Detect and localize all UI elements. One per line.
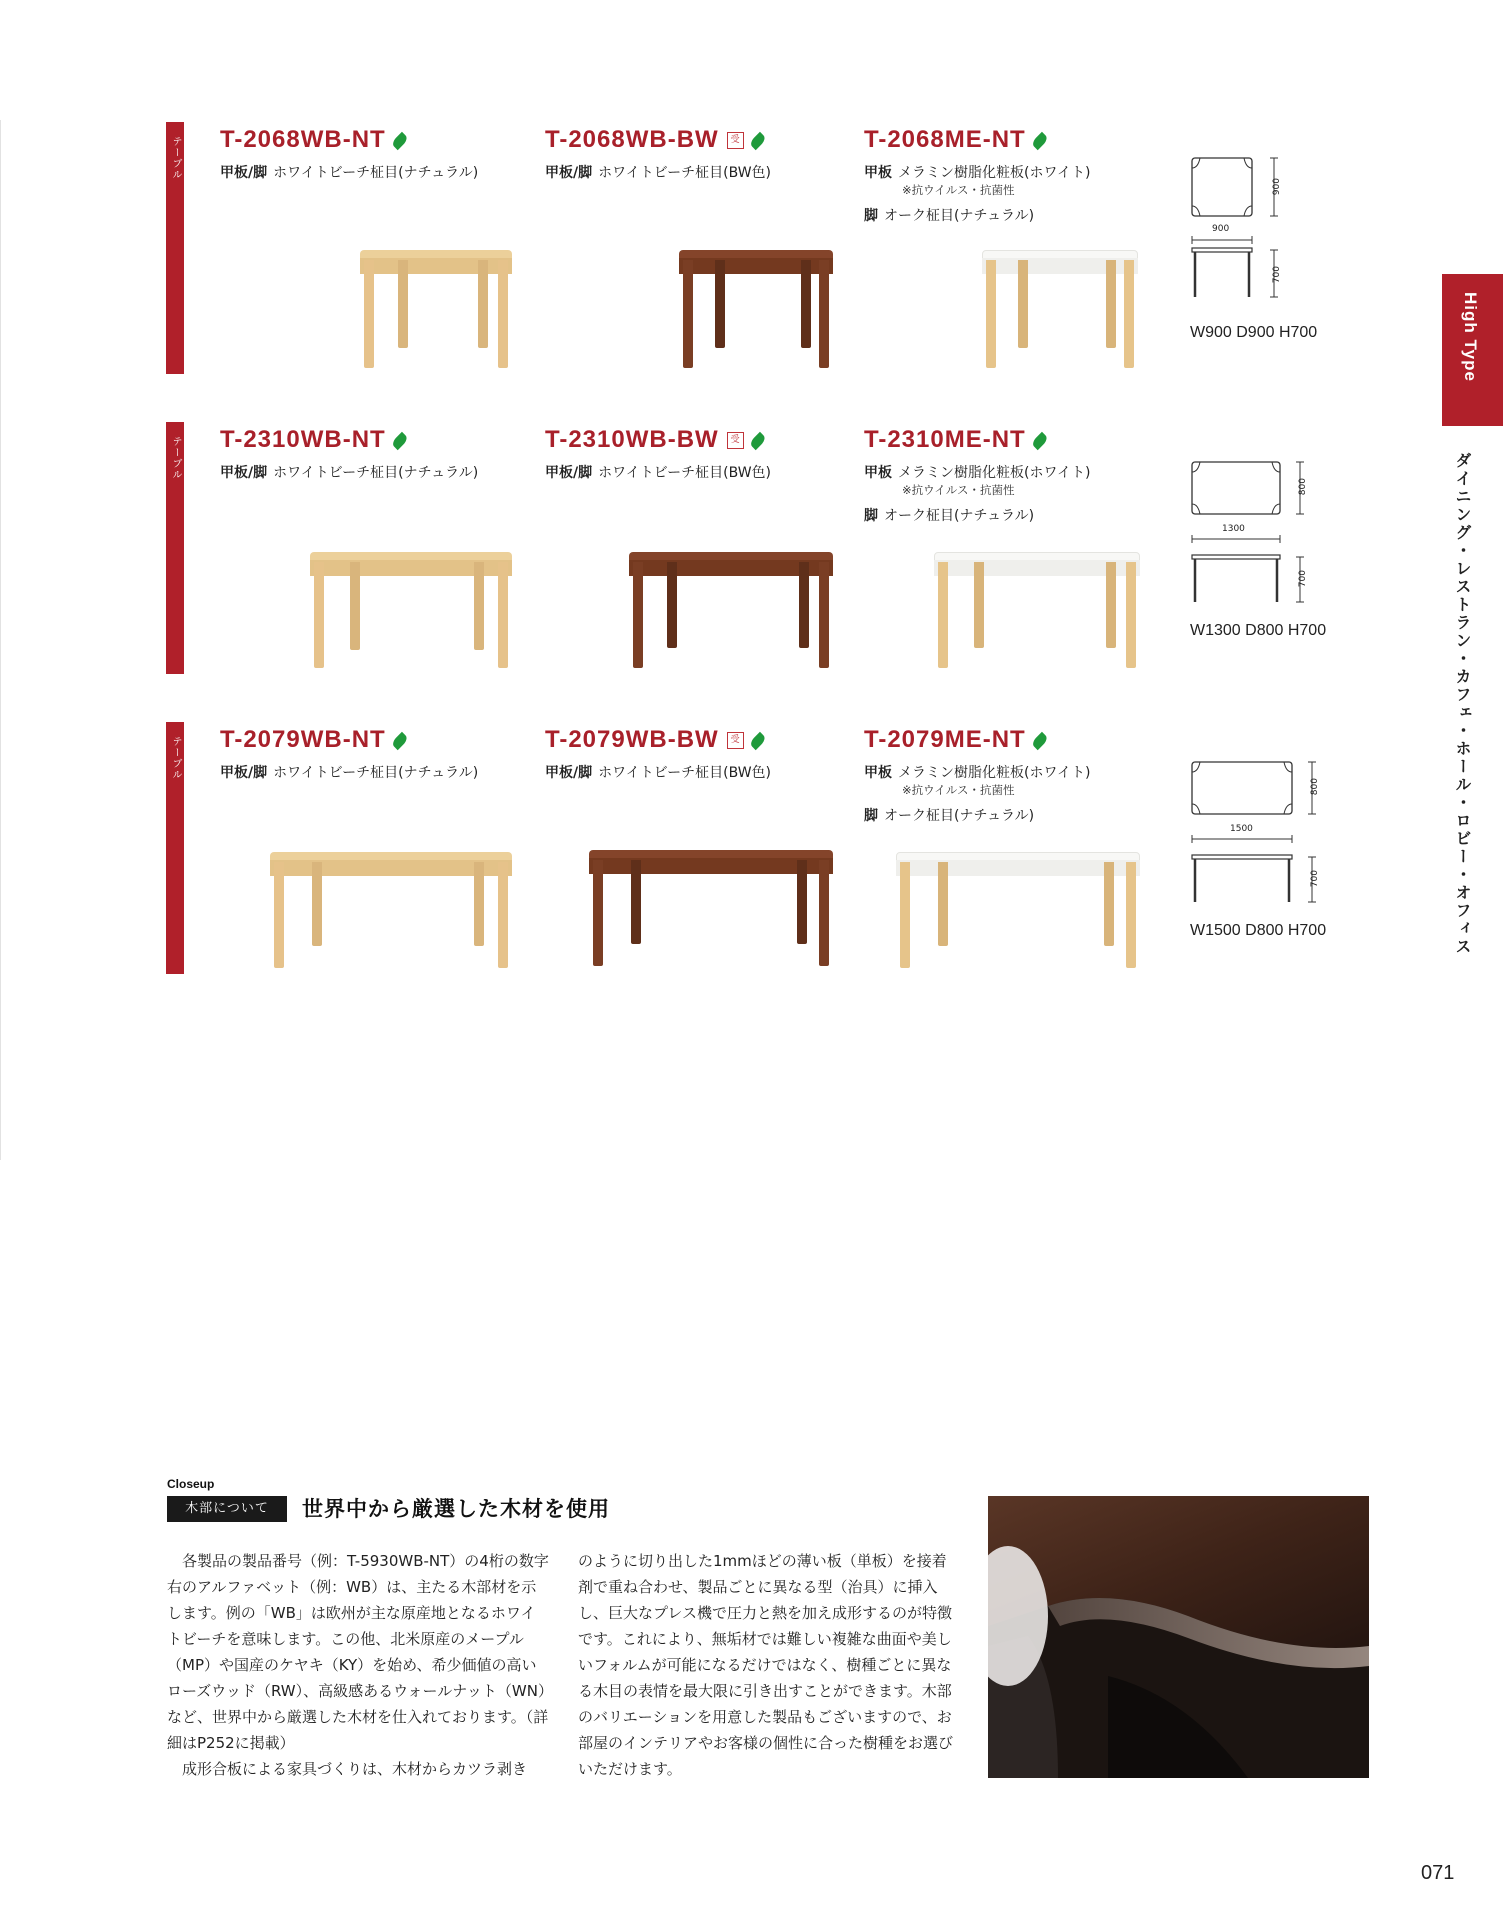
- spec-note: ※抗ウイルス・抗菌性: [902, 783, 1015, 797]
- section-bar: [166, 122, 184, 374]
- table-photo: [934, 552, 1140, 668]
- product-card: [864, 122, 1184, 374]
- size-spec: W900 D900 H700: [1190, 324, 1318, 341]
- paragraph: 成形合板による家具づくりは、木材からカツラ剥き: [167, 1760, 528, 1778]
- size-spec: W1500 D800 H700: [1190, 922, 1327, 939]
- eco-leaf-icon: [748, 431, 766, 449]
- closeup-title: 世界中から厳選した木材を使用: [302, 1497, 610, 1521]
- spec-line: 甲板 メラミン樹脂化粧板(ホワイト): [864, 165, 1091, 181]
- closeup-body-col-2: [578, 1548, 960, 1782]
- section-bar: [166, 722, 184, 974]
- table-photo: [679, 250, 833, 368]
- eco-leaf-icon: [1030, 131, 1048, 149]
- height-label: 700: [1298, 570, 1308, 588]
- product-code: T-2310ME-NT: [864, 426, 1042, 454]
- eco-leaf-icon: [1030, 431, 1048, 449]
- spec-line: 甲板/脚 ホワイトビーチ柾目(BW色): [545, 465, 772, 481]
- spec-line: 甲板/脚 ホワイトビーチ柾目(ナチュラル): [220, 165, 479, 181]
- spec-line: 甲板 メラミン樹脂化粧板(ホワイト): [864, 465, 1091, 481]
- made-to-order-mark: 受: [727, 732, 744, 749]
- product-card: [545, 722, 865, 974]
- product-row-2: [166, 422, 1366, 682]
- product-card: [220, 122, 540, 374]
- width-label: 900: [1212, 224, 1230, 234]
- eco-leaf-icon: [748, 731, 766, 749]
- closeup-body-col-1: [167, 1548, 549, 1782]
- closeup-badge: 木部について: [167, 1496, 287, 1522]
- made-to-order-mark: 受: [727, 432, 744, 449]
- closeup-label: Closeup: [167, 1477, 215, 1491]
- height-label: 700: [1272, 266, 1282, 284]
- table-photo: [629, 552, 833, 668]
- table-photo: [270, 852, 512, 968]
- product-card: [864, 422, 1184, 674]
- section-label: テーブル: [170, 436, 181, 480]
- product-row-1: [166, 122, 1366, 382]
- spec-note: ※抗ウイルス・抗菌性: [902, 183, 1015, 197]
- paragraph: のように切り出した1mmほどの薄い板（単板）を接着剤で重ね合わせ、製品ごとに異なる型（治具）に挿入し、巨大なプレス機で圧力と熱を加え成形するのが特徴です。これにより、無垢材では難しい複雑な曲面や美しいフォルムが可能になるだけではなく、樹種ごとに異なる木目の表情を最大限に引き出すことができます。木部のバリエーションを用意した製品もございますので、お部屋のインテリアやお客様の個性に合った樹種をお選びいただけます。: [578, 1552, 954, 1778]
- eco-leaf-icon: [390, 431, 408, 449]
- size-spec: W1300 D800 H700: [1190, 622, 1327, 639]
- product-card: [220, 722, 540, 974]
- page-number: 071: [1421, 1862, 1455, 1884]
- depth-label: 800: [1310, 778, 1320, 796]
- product-code: T-2079WB-BW 受: [545, 726, 760, 754]
- eco-leaf-icon: [390, 731, 408, 749]
- made-to-order-mark: 受: [727, 132, 744, 149]
- product-code: T-2068WB-NT: [220, 126, 402, 154]
- section-label: テーブル: [170, 736, 181, 780]
- dimension-drawing: [1190, 460, 1370, 680]
- section-bar: [166, 422, 184, 674]
- table-photo: [310, 552, 512, 668]
- product-code: T-2310WB-NT: [220, 426, 402, 454]
- page-edge-rule: [0, 120, 1, 1160]
- product-card: [864, 722, 1184, 974]
- spec-line: 甲板 メラミン樹脂化粧板(ホワイト): [864, 765, 1091, 781]
- plan-elevation-drawing: [1190, 156, 1310, 306]
- width-label: 1500: [1230, 824, 1253, 834]
- product-card: [545, 422, 865, 674]
- depth-label: 800: [1298, 478, 1308, 496]
- eco-leaf-icon: [748, 131, 766, 149]
- spec-line: 脚 オーク柾目(ナチュラル): [864, 508, 1035, 524]
- spec-note: ※抗ウイルス・抗菌性: [902, 483, 1015, 497]
- dimension-drawing: [1190, 760, 1370, 980]
- table-photo: [982, 250, 1138, 368]
- dimension-drawing: [1190, 156, 1370, 376]
- paragraph: 各製品の製品番号（例：T-5930WB-NT）の4桁の数字右のアルファベット（例：WB）は、主たる木部材を示します。例の「WB」は欧州が主な原産地となるホワイトビーチを意味します。この他、北米原産のメープル（MP）や国産のケヤキ（KY）を始め、希少価値の高いローズウッド（RW）、高級感あるウォールナット（WN）など、世界中から厳選した木材を仕入れております。（詳細はP252に掲載）: [167, 1552, 549, 1752]
- product-code: T-2068WB-BW 受: [545, 126, 760, 154]
- product-code: T-2079WB-NT: [220, 726, 402, 754]
- wood-closeup-image: [988, 1496, 1369, 1778]
- table-photo: [896, 852, 1140, 968]
- wood-closeup-photo: [988, 1496, 1369, 1778]
- product-code: T-2310WB-BW 受: [545, 426, 760, 454]
- spec-line: 脚 オーク柾目(ナチュラル): [864, 208, 1035, 224]
- spec-line: 甲板/脚 ホワイトビーチ柾目(BW色): [545, 765, 772, 781]
- spec-line: 甲板/脚 ホワイトビーチ柾目(BW色): [545, 165, 772, 181]
- section-label: テーブル: [170, 136, 181, 180]
- product-code: T-2068ME-NT: [864, 126, 1042, 154]
- category-index-text: ダイニング・レストラン・カフェ・ホール・ロビー・オフィス: [1453, 452, 1472, 956]
- table-photo: [360, 250, 512, 368]
- table-photo: [589, 850, 833, 966]
- product-row-3: [166, 722, 1366, 982]
- product-code: T-2079ME-NT: [864, 726, 1042, 754]
- depth-label: 900: [1272, 178, 1282, 196]
- eco-leaf-icon: [390, 131, 408, 149]
- eco-leaf-icon: [1030, 731, 1048, 749]
- height-label: 700: [1310, 870, 1320, 888]
- product-card: [545, 122, 865, 374]
- spec-line: 脚 オーク柾目(ナチュラル): [864, 808, 1035, 824]
- spec-line: 甲板/脚 ホワイトビーチ柾目(ナチュラル): [220, 465, 479, 481]
- product-card: [220, 422, 540, 674]
- index-tab-high-type[interactable]: [1442, 274, 1503, 426]
- spec-line: 甲板/脚 ホワイトビーチ柾目(ナチュラル): [220, 765, 479, 781]
- index-tab-label: High Type: [1461, 292, 1480, 382]
- plan-elevation-drawing: [1190, 760, 1330, 910]
- width-label: 1300: [1222, 524, 1245, 534]
